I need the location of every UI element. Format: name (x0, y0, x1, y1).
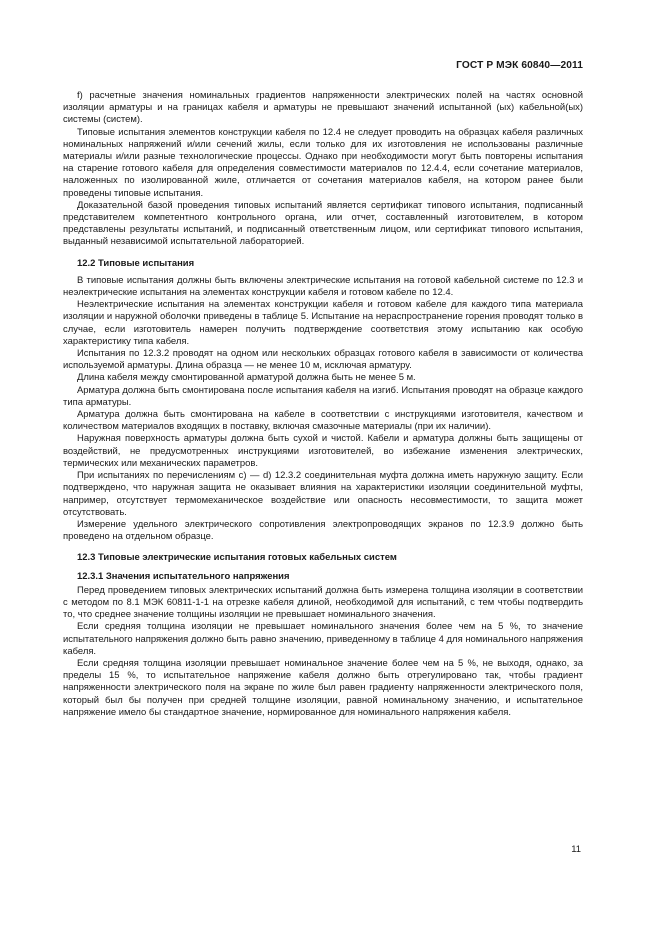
paragraph: Перед проведением типовых электрических испытаний должна быть измерена толщина изоляции в соответствии с методом по 8.1 МЭК 60811-1-1 на отрезке кабеля длиной, необходимой для испытаний, с тем чтобы подтвердить то, что среднее значение толщины изоляции не превышает номинального значения. (63, 584, 583, 621)
page-number: 11 (571, 844, 581, 855)
paragraph: При испытаниях по перечислениям с) — d) 12.3.2 соединительная муфта должна иметь наружную защиту. Если подтверждено, что наружная защита не оказывает влияния на характеристики изоляции соединительной муфты, например, отсутствует термомеханическое воздействие или опасность несовместимости, то защита может отсутствовать. (63, 470, 583, 518)
paragraph: Арматура должна быть смонтирована после испытания кабеля на изгиб. Испытания проводят на образце каждого типа арматуры. (63, 384, 583, 408)
paragraph: Арматура должна быть смонтирована на кабеле в соответствии с инструкциями изготовителя, качеством и количеством материалов входящих в поставку, включая смазочные материалы (при их наличии). (63, 409, 583, 433)
document-code-header: ГОСТ Р МЭК 60840—2011 (456, 60, 583, 71)
paragraph: Если средняя толщина изоляции превышает номинальное значение более чем на 5 %, не выходя, однако, за пределы 15 %, то испытательное напряжение кабеля должно быть отрегулировано так, чтобы градиент напряженности электрического поля на экране по жиле был равен градиенту напряженности электрического поля, который был бы получен при средней толщине изоляции, равной номинальному значению, и испытательное напряжение имело бы стандартное значение, нормированное для номинального напряжения кабеля. (63, 657, 583, 718)
paragraph: Испытания по 12.3.2 проводят на одном или нескольких образцах готового кабеля в зависимости от количества используемой арматуры. Длина образца — не менее 10 м, исключая арматуру. (63, 348, 583, 372)
subsection-heading-12-3-1: 12.3.1 Значения испытательного напряжения (77, 570, 290, 582)
paragraph: Наружная поверхность арматуры должна быть сухой и чистой. Кабели и арматура должны быть защищены от воздействий, не предусмотренных инструкциями изготовителей, во избежание изменения электрических, термических или механических параметров. (63, 433, 583, 469)
page-body (63, 90, 583, 719)
paragraph: Измерение удельного электрического сопротивления электропроводящих экранов по 12.3.9 должно быть проведено на отдельном образце. (63, 518, 583, 543)
paragraph: Типовые испытания элементов конструкции кабеля по 12.4 не следует проводить на образцах кабеля различных номинальных напряжений и/или сечений жилы, если только для их изготовления не использованы различные материалы и/или разные технологические процессы. Однако при необходимости могут быть повторены испытания на старение готового кабеля для определения совместимости материалов по 12.4.4, если сочетание материалов, наложенных по изолированной жиле, отличается от сочетания материалов кабеля, на котором ранее были проведены типовые испытания. (63, 126, 583, 199)
paragraph: Длина кабеля между смонтированной арматурой должна быть не менее 5 м. (77, 372, 416, 384)
paragraph: В типовые испытания должны быть включены электрические испытания на готовой кабельной системе по 12.3 и неэлектрические испытания на элементах конструкции кабеля и готовом кабеле по 12.4. (63, 274, 583, 299)
paragraph: Если средняя толщина изоляции не превышает номинального значения более чем на 5 %, то значение испытательного напряжения должно быть равно значению, приведенному в таблице 4 для номинального напряжения кабеля. (63, 621, 583, 657)
paragraph-item-f: f) расчетные значения номинальных градиентов напряженности электрических полей на частях основной изоляции арматуры и на границах кабеля и арматуры не превышают значений испытанной (ых) кабельной(ых) системы (систем). (63, 90, 583, 126)
paragraph: Доказательной базой проведения типовых испытаний является сертификат типового испытания, подписанный представителем компетентного контрольного органа, или отчет, составленный изготовителем, в котором представлены результаты испытаний, и подписанный ответственным лицом, или сертификат типового испытания, выданный независимой испытательной лабораторией. (63, 199, 583, 248)
paragraph: Неэлектрические испытания на элементах конструкции кабеля и готовом кабеле для каждого типа материала изоляции и наружной оболочки приведены в таблице 5. Испытание на нераспространение горения проводят только в случае, если изготовитель намерен получить подтверждение соответствия этому испытанию как особую характеристику типа кабеля. (63, 299, 583, 347)
section-heading-12-3: 12.3 Типовые электрические испытания готовых кабельных систем (77, 552, 397, 564)
section-heading-12-2: 12.2 Типовые испытания (77, 257, 195, 269)
